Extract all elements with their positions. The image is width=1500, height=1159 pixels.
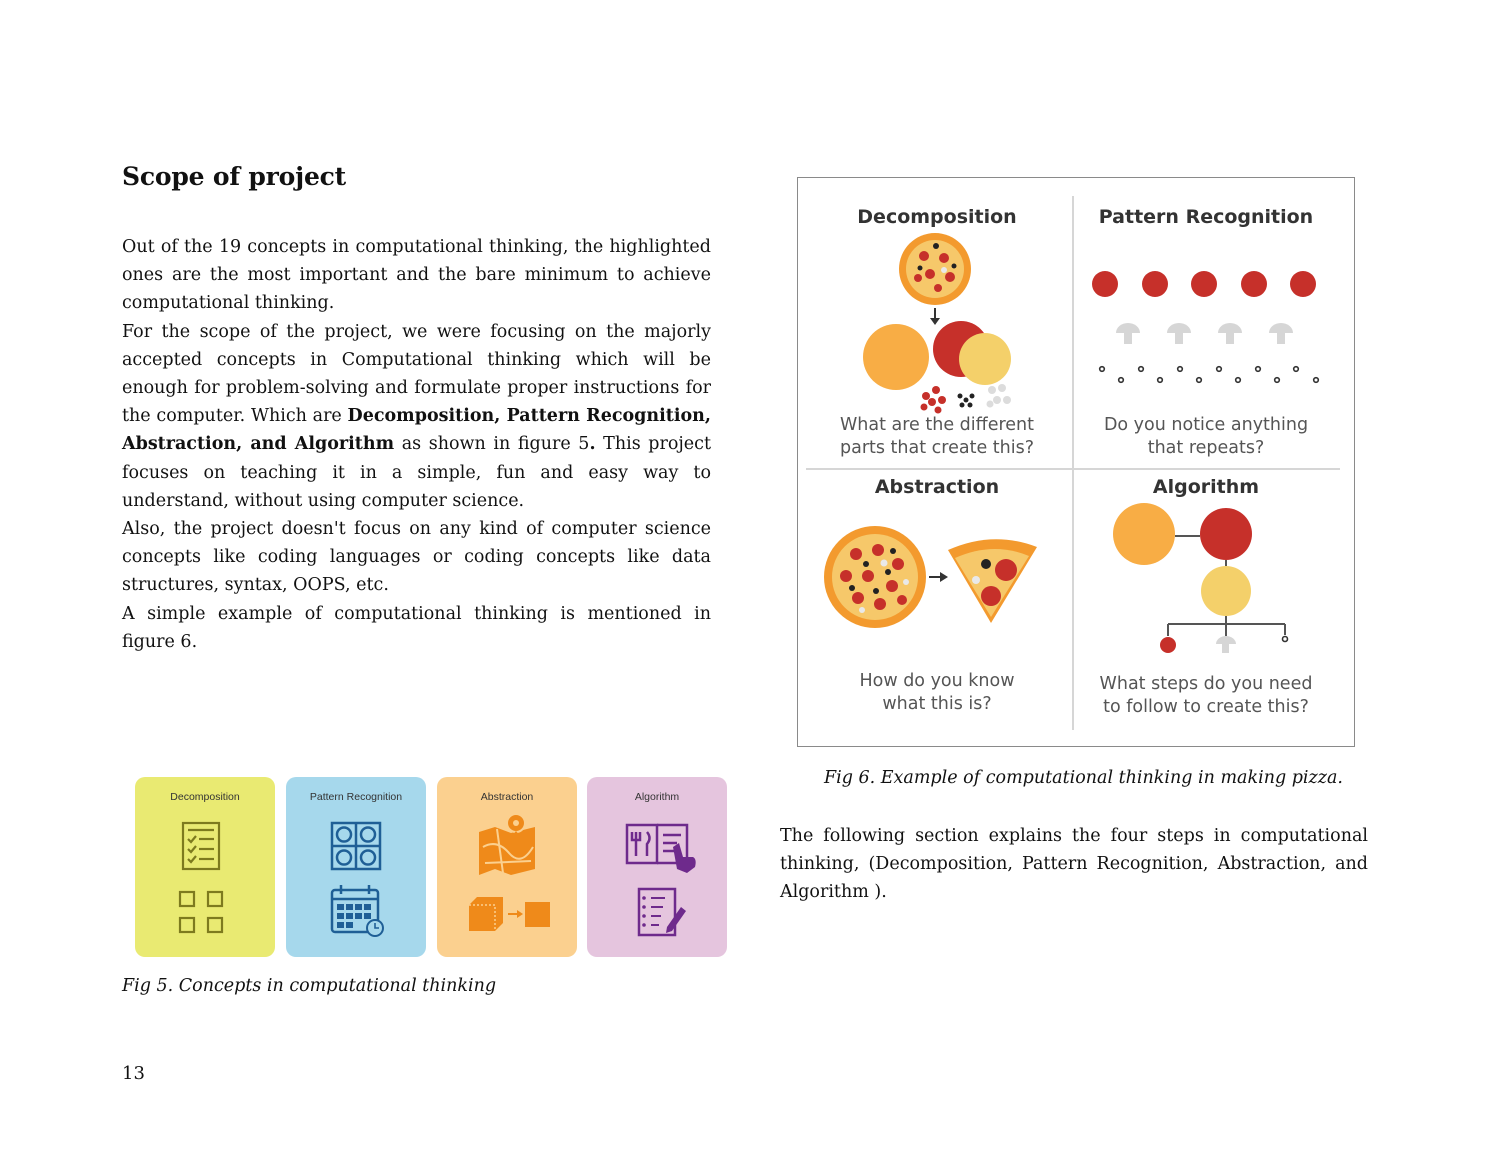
paragraph-3: Also, the project doesn't focus on any kind of computer science concepts like coding languages or coding concepts like data structures, syntax, OOPS, etc.	[122, 519, 711, 596]
decomposition-question: What are the different parts that create this?	[839, 415, 1034, 458]
pattern-recognition-title: Pattern Recognition	[1098, 206, 1314, 228]
body-text	[122, 233, 711, 656]
card-abstraction	[437, 777, 577, 957]
pizza-slice-icon	[948, 539, 1037, 623]
card-algorithm	[587, 777, 727, 957]
card-title: Decomposition	[170, 791, 240, 803]
card-pattern-recognition	[286, 777, 426, 957]
figure-6-graphics	[798, 178, 1356, 748]
card-title: Pattern Recognition	[309, 791, 403, 803]
page-number: 13	[122, 1063, 145, 1084]
recipe-book-icon	[587, 777, 727, 957]
pattern-recognition-question: Do you notice anything that repeats?	[1103, 415, 1309, 458]
decomposition-title: Decomposition	[857, 206, 1017, 228]
pizza-icon	[899, 233, 971, 305]
algorithm-question: What steps do you need to follow to create this?	[1099, 674, 1313, 717]
paragraph-1: Out of the 19 concepts in computational thinking, the highlighted ones are the most important and the bare minimum to achieve computational thinking.	[122, 237, 711, 314]
following-section-text: The following section explains the four steps in computational thinking, (Decomposition, Pattern Recognition, Abstraction, and Algorithm ).	[780, 826, 1368, 903]
abstraction-question: How do you know what this is?	[859, 671, 1015, 714]
figure-6-pizza-example	[797, 177, 1355, 747]
grid-calendar-icon	[286, 777, 426, 957]
figure-5-caption: Fig 5. Concepts in computational thinking	[122, 976, 497, 996]
card-title: Abstraction	[480, 791, 534, 803]
card-decomposition	[135, 777, 275, 957]
figure-5-concept-cards	[135, 777, 727, 957]
abstraction-title: Abstraction	[874, 476, 1000, 498]
paragraph-2: For the scope of the project, we were focusing on the majorly accepted concepts in Computational thinking which will be enough for problem-solving and formulate proper instructions for the computer. Which are Decomposition, Pattern Recognition, Abstraction, and Algorithm as shown in figure 5. This project focuses on teaching it in a simple, fun and easy way to understand, without using computer science.	[122, 321, 711, 511]
section-heading: Scope of project	[122, 162, 347, 191]
card-title: Algorithm	[634, 791, 680, 803]
whole-pizza-icon	[824, 526, 926, 628]
algorithm-title: Algorithm	[1152, 476, 1260, 498]
figure-6-caption: Fig 6. Example of computational thinking in making pizza.	[824, 768, 1343, 788]
map-icon	[437, 777, 577, 957]
checklist-icon	[135, 777, 275, 957]
paragraph-4: A simple example of computational thinking is mentioned in figure 6.	[122, 603, 711, 652]
